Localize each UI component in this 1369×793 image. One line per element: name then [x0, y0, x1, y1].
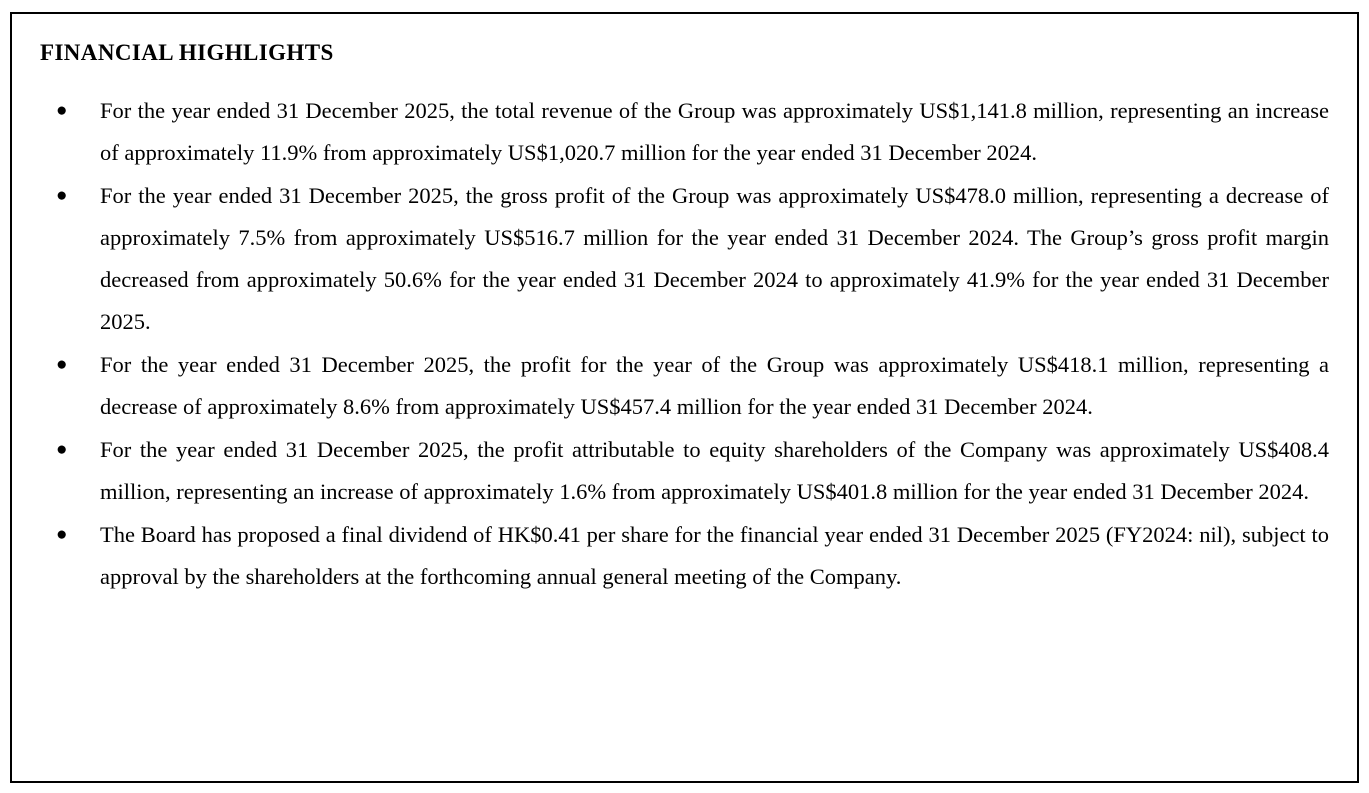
- bullet-icon: ●: [56, 185, 68, 206]
- financial-highlights-list: [32, 90, 1333, 598]
- page-title: FINANCIAL HIGHLIGHTS: [40, 40, 334, 65]
- list-item: [32, 90, 1333, 174]
- bullet-icon: ●: [56, 439, 68, 460]
- list-item-text: The Board has proposed a final dividend of HK$0.41 per share for the financial year ended 31 December 2025 (FY2024: nil), subject to approval by the shareholders at the forthcoming annual general meeting of the Company.: [100, 522, 1329, 589]
- bullet-icon: ●: [56, 354, 68, 375]
- list-item-text: For the year ended 31 December 2025, the total revenue of the Group was approximately US$1,141.8 million, representing an increase of approximately 11.9% from approximately US$1,020.7 million for the year ended 31 December 2024.: [100, 98, 1329, 165]
- list-item-text: For the year ended 31 December 2025, the gross profit of the Group was approximately US$478.0 million, representing a decrease of approximately 7.5% from approximately US$516.7 million for the year ended 31 December 2024. The Group’s gross profit margin decreased from approximately 50.6% for the year ended 31 December 2024 to approximately 41.9% for the year ended 31 December 2025.: [100, 183, 1329, 334]
- bullet-icon: ●: [56, 100, 68, 121]
- financial-highlights-box: [10, 12, 1359, 783]
- list-item: [32, 175, 1333, 343]
- list-item: [32, 344, 1333, 428]
- bullet-icon: ●: [56, 524, 68, 545]
- list-item-text: For the year ended 31 December 2025, the profit attributable to equity shareholders of the Company was approximately US$408.4 million, representing an increase of approximately 1.6% from approximately US$401.8 million for the year ended 31 December 2024.: [100, 437, 1329, 504]
- list-item: [32, 429, 1333, 513]
- list-item: [32, 514, 1333, 598]
- list-item-text: For the year ended 31 December 2025, the profit for the year of the Group was approximately US$418.1 million, representing a decrease of approximately 8.6% from approximately US$457.4 million for the year ended 31 December 2024.: [100, 352, 1329, 419]
